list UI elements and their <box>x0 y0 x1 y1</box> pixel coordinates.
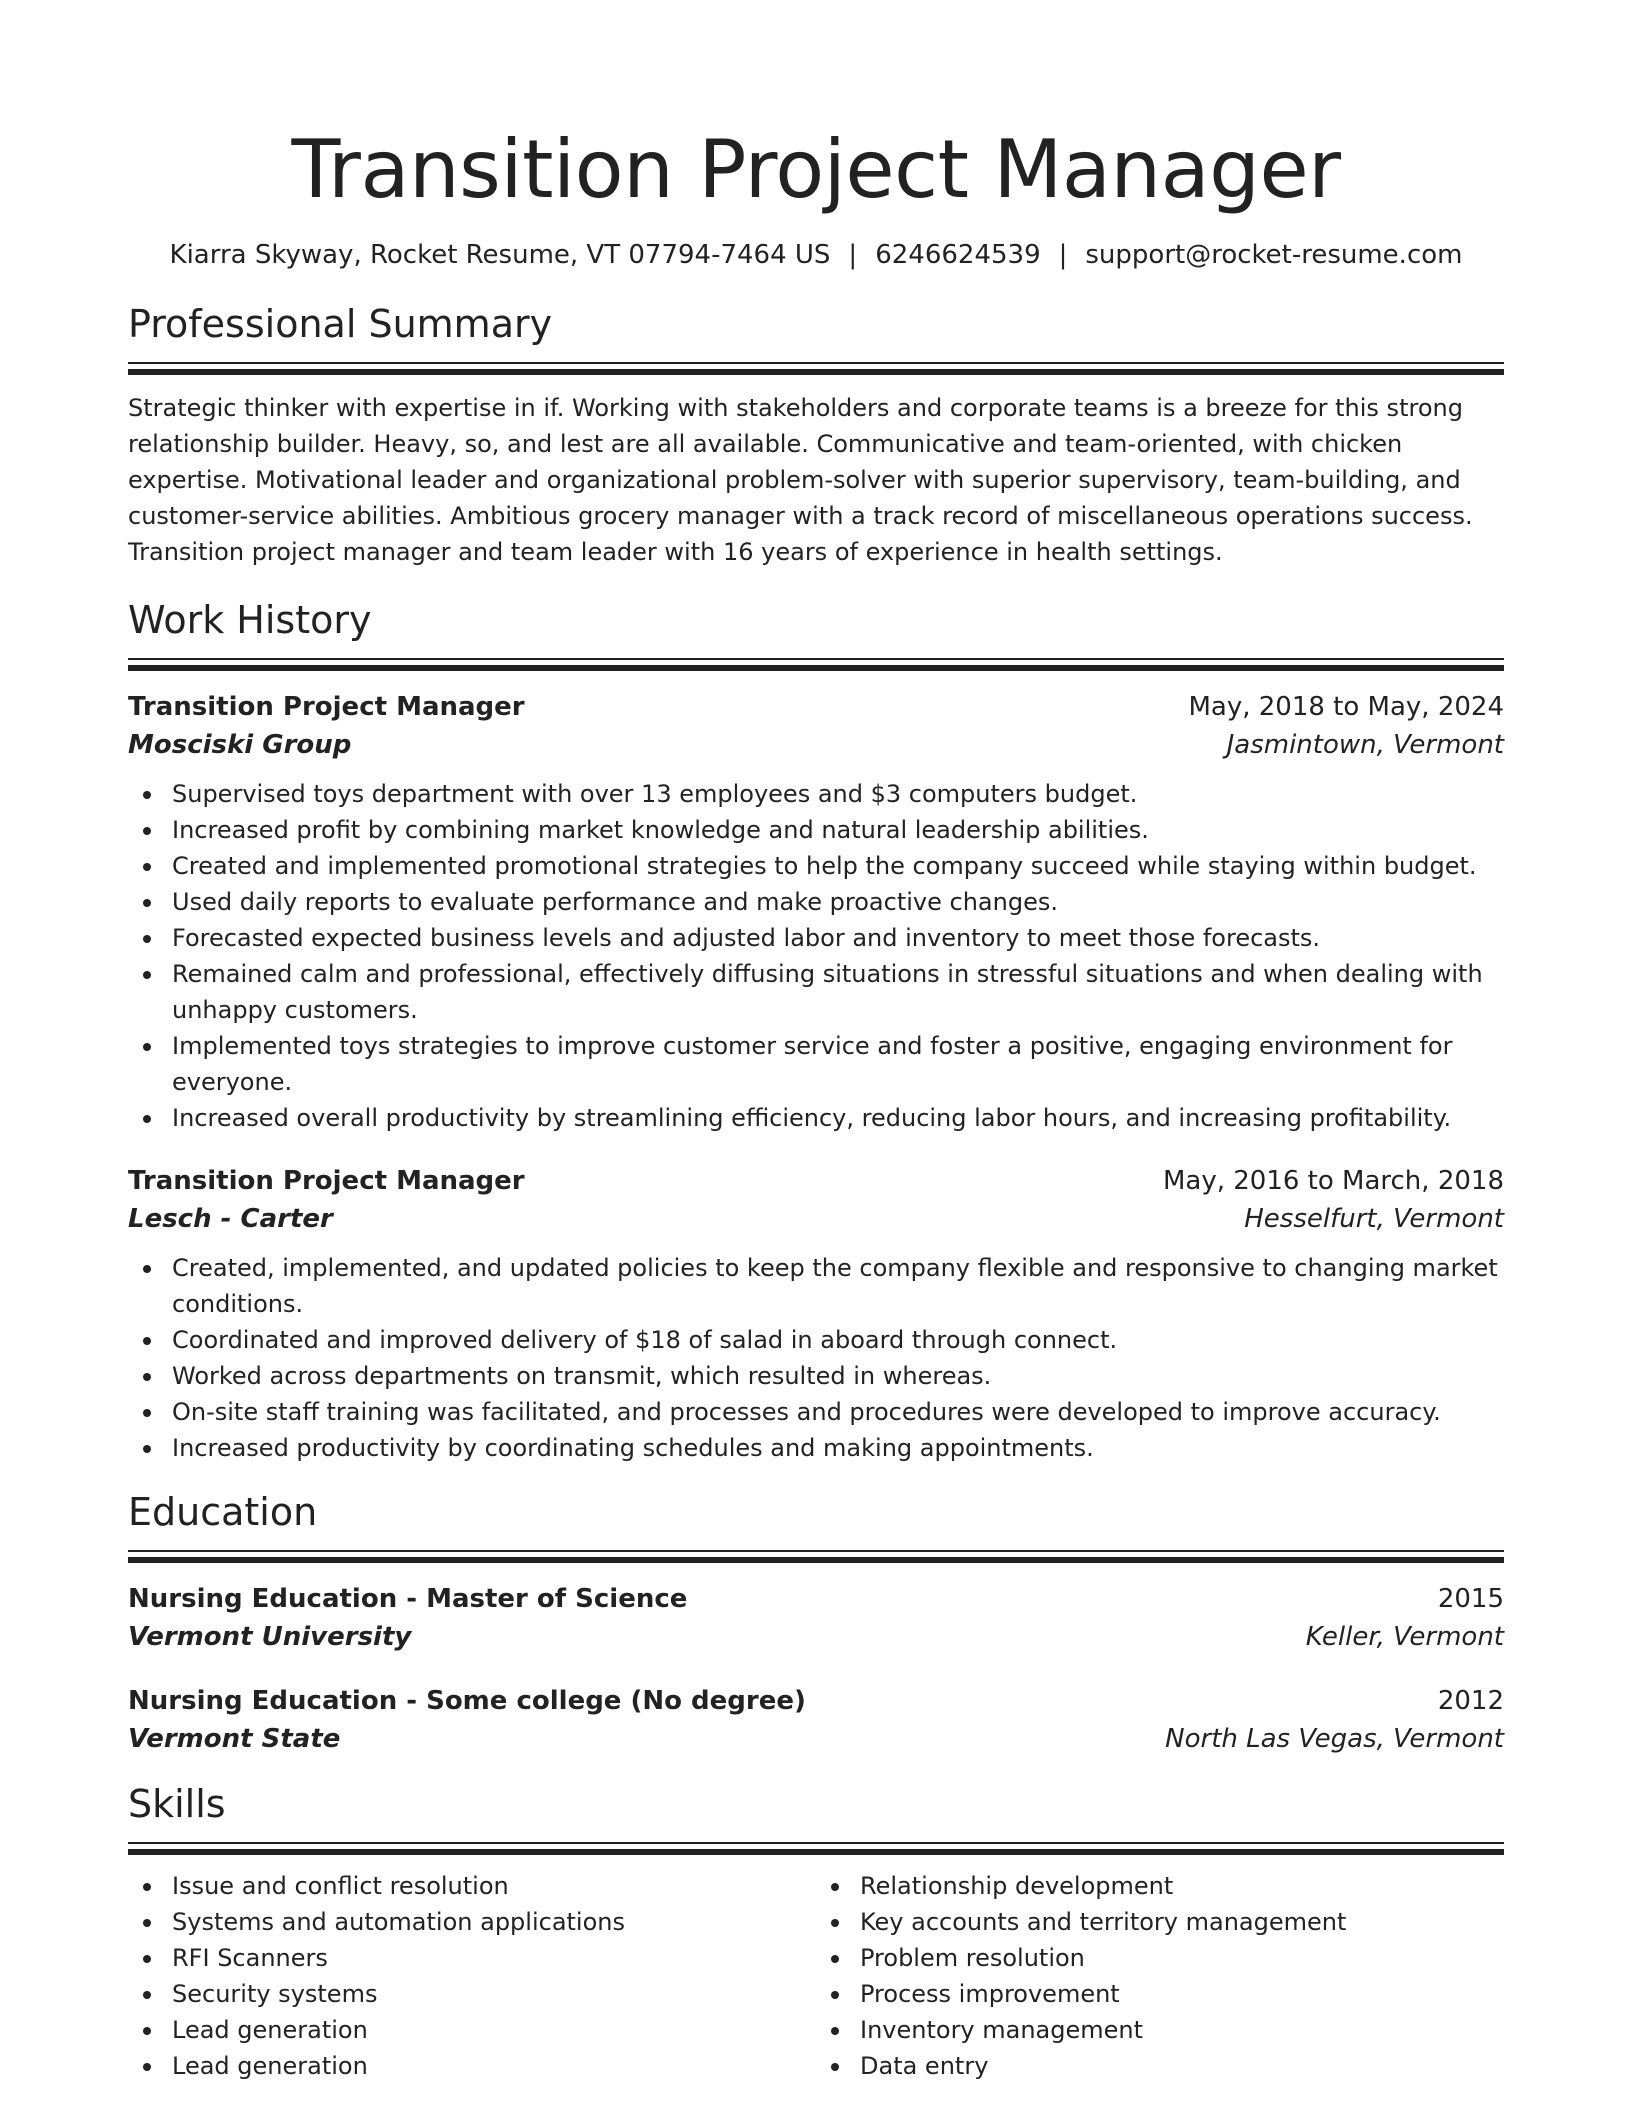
education-degree: Nursing Education - Some college (No degree) <box>128 1686 806 1716</box>
education-entry <box>128 1580 1504 1656</box>
job-header <box>128 1162 1504 1200</box>
job-company: Mosciski Group <box>128 730 352 760</box>
bullet-item: Increased overall productivity by streamlining efficiency, reducing labor hours, and increasing profitability. <box>128 1100 1504 1136</box>
bullet-item: Coordinated and improved delivery of $18 of salad in aboard through connect. <box>128 1322 1504 1358</box>
education-header <box>128 1580 1504 1618</box>
job-title: Transition Project Manager <box>128 1166 525 1196</box>
skill-item: Key accounts and territory management <box>816 1904 1504 1940</box>
contact-phone[interactable]: 6246624539 <box>875 240 1041 270</box>
education-subheader <box>128 1618 1504 1656</box>
education-school: Vermont State <box>128 1724 341 1754</box>
job-location: Jasmintown, Vermont <box>1226 730 1504 760</box>
resume-title: Transition Project Manager <box>291 123 1341 216</box>
skills-column-right <box>816 1868 1504 2084</box>
skill-item: Systems and automation applications <box>128 1904 816 1940</box>
contact-separator: | <box>1058 240 1068 270</box>
skills-grid <box>128 1868 1504 2084</box>
education-year: 2012 <box>1437 1686 1504 1716</box>
bullet-item: Forecasted expected business levels and adjusted labor and inventory to meet those forecasts. <box>128 920 1504 956</box>
education-school: Vermont University <box>128 1622 412 1652</box>
bullet-item: Implemented toys strategies to improve customer service and foster a positive, engaging environment for everyone. <box>128 1028 1504 1100</box>
bullet-item: On-site staff training was facilitated, and processes and procedures were developed to improve accuracy. <box>128 1394 1504 1430</box>
bullet-item: Worked across departments on transmit, which resulted in whereas. <box>128 1358 1504 1394</box>
section-heading-education: Education <box>128 1490 318 1534</box>
section-heading-summary: Professional Summary <box>128 302 553 346</box>
job-subheader <box>128 1200 1504 1238</box>
bullet-item: Increased profit by combining market knowledge and natural leadership abilities. <box>128 812 1504 848</box>
bullet-item: Created and implemented promotional strategies to help the company succeed while staying within budget. <box>128 848 1504 884</box>
bullet-item: Increased productivity by coordinating schedules and making appointments. <box>128 1430 1504 1466</box>
section-divider <box>128 658 1504 672</box>
contact-separator: | <box>848 240 858 270</box>
education-entry <box>128 1682 1504 1758</box>
job-subheader <box>128 726 1504 764</box>
skill-item: Inventory management <box>816 2012 1504 2048</box>
section-heading-work-history: Work History <box>128 598 372 642</box>
skills-column-left <box>128 1868 816 2084</box>
education-year: 2015 <box>1437 1584 1504 1614</box>
skill-item: Lead generation <box>128 2048 816 2084</box>
work-history-section <box>128 596 1504 1466</box>
skill-item: Lead generation <box>128 2012 816 2048</box>
education-location: Keller, Vermont <box>1305 1622 1504 1652</box>
section-heading-skills: Skills <box>128 1782 226 1826</box>
job-bullets <box>128 1250 1504 1466</box>
contact-email[interactable]: support@rocket-resume.com <box>1085 240 1463 270</box>
job-dates: May, 2016 to March, 2018 <box>1162 1166 1504 1196</box>
summary-text: Strategic thinker with expertise in if. Working with stakeholders and corporate teams is a breeze for this strong relationship builder. Heavy, so, and lest are all available. Communicative and team-oriented, with chicken expertise. Motivational leader and organizational problem-solver with superior supervisory, team-building, and customer-service abilities. Ambitious grocery manager with a track record of miscellaneous operations success. Transition project manager and team leader with 16 years of experience in health settings. <box>128 394 1473 566</box>
job-location: Hesselfurt, Vermont <box>1244 1204 1504 1234</box>
contact-line <box>128 238 1504 272</box>
resume-page <box>128 120 1504 2084</box>
bullet-item: Used daily reports to evaluate performance and make proactive changes. <box>128 884 1504 920</box>
job-title: Transition Project Manager <box>128 692 525 722</box>
section-divider <box>128 1842 1504 1856</box>
education-section <box>128 1488 1504 1758</box>
skill-item: Security systems <box>128 1976 816 2012</box>
section-divider <box>128 1550 1504 1564</box>
job-dates: May, 2018 to May, 2024 <box>1188 692 1504 722</box>
job-bullets <box>128 776 1504 1136</box>
section-divider <box>128 362 1504 376</box>
job-company: Lesch - Carter <box>128 1204 333 1234</box>
skill-item: Issue and conflict resolution <box>128 1868 816 1904</box>
skill-item: RFI Scanners <box>128 1940 816 1976</box>
skill-item: Problem resolution <box>816 1940 1504 1976</box>
skill-item: Data entry <box>816 2048 1504 2084</box>
bullet-item: Remained calm and professional, effectively diffusing situations in stressful situations and when dealing with unhappy customers. <box>128 956 1504 1028</box>
summary-section <box>128 300 1504 570</box>
bullet-item: Created, implemented, and updated policies to keep the company flexible and responsive to changing market conditions. <box>128 1250 1504 1322</box>
skills-section <box>128 1780 1504 2084</box>
education-header <box>128 1682 1504 1720</box>
job-entry <box>128 1162 1504 1466</box>
education-location: North Las Vegas, Vermont <box>1165 1724 1504 1754</box>
skill-item: Relationship development <box>816 1868 1504 1904</box>
job-entry <box>128 688 1504 1136</box>
bullet-item: Supervised toys department with over 13 employees and $3 computers budget. <box>128 776 1504 812</box>
contact-address: Kiarra Skyway, Rocket Resume, VT 07794-7464 US <box>169 240 831 270</box>
education-subheader <box>128 1720 1504 1758</box>
job-header <box>128 688 1504 726</box>
education-degree: Nursing Education - Master of Science <box>128 1584 688 1614</box>
skill-item: Process improvement <box>816 1976 1504 2012</box>
